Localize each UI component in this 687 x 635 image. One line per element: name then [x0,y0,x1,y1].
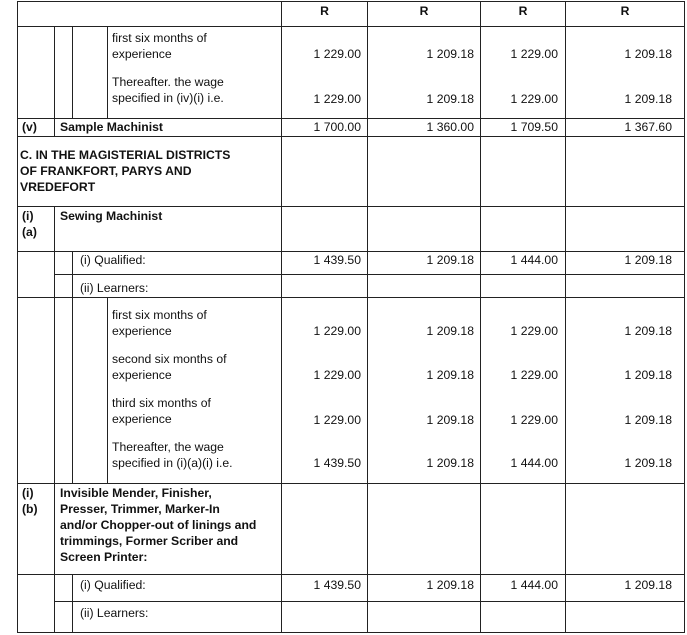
row-label: specified in (iv)(i) i.e. [112,91,224,105]
row-label: trimmings, Former Scriber and [60,534,239,548]
amount-cell: 1 209.18 [624,578,672,592]
rule [17,297,685,298]
amount-cell: 1 439.50 [313,456,361,470]
amount-cell: 1 439.50 [313,578,361,592]
amount-cell: 1 209.18 [426,253,474,267]
amount-cell: 1 209.18 [426,47,474,61]
row-label: experience [112,47,172,61]
rule [72,574,73,633]
rule [17,1,18,633]
amount-cell: 1 229.00 [313,324,361,338]
amount-cell: 1 444.00 [510,456,558,470]
amount-cell: 1 209.18 [426,456,474,470]
rule [684,1,685,633]
amount-cell: 1 444.00 [510,578,558,592]
section-heading: OF FRANKFORT, PARYS AND [20,164,192,178]
row-label: (ii) Learners: [80,606,149,620]
row-label: (i) Qualified: [80,578,146,592]
rule [54,274,685,275]
amount-cell: 1 709.50 [510,120,558,134]
amount-cell: 1 367.60 [624,120,672,134]
rule [54,26,55,136]
row-label: first six months of [112,308,207,322]
row-code: (b) [22,502,38,516]
rule [17,483,685,484]
row-label: third six months of [112,396,211,410]
rule [17,632,685,633]
amount-cell: 1 444.00 [510,253,558,267]
column-currency: R [620,4,630,18]
amount-cell: 1 229.00 [313,47,361,61]
column-currency: R [518,4,528,18]
row-label: Thereafter. the wage [112,75,224,89]
row-code: (i) [22,209,34,223]
amount-cell: 1 209.18 [624,413,672,427]
amount-cell: 1 209.18 [426,92,474,106]
row-code: (i) [22,486,34,500]
amount-cell: 1 229.00 [313,368,361,382]
rule [54,601,685,602]
row-label: experience [112,368,172,382]
rule [54,206,55,633]
amount-cell: 1 229.00 [313,413,361,427]
rule [17,1,685,2]
rule [17,206,685,207]
amount-cell: 1 229.00 [510,92,558,106]
row-label: Screen Printer: [60,550,148,564]
section-heading: VREDEFORT [20,180,96,194]
amount-cell: 1 229.00 [510,47,558,61]
row-label: Sewing Machinist [60,209,163,223]
rule [72,251,73,483]
amount-cell: 1 700.00 [313,120,361,134]
amount-cell: 1 209.18 [426,368,474,382]
amount-cell: 1 209.18 [426,324,474,338]
rule [107,297,108,483]
row-label: Thereafter, the wage [112,440,224,454]
amount-cell: 1 209.18 [624,253,672,267]
row-label: specified in (i)(a)(i) i.e. [112,456,233,470]
rule [72,26,73,118]
rule [17,574,685,575]
amount-cell: 1 209.18 [426,578,474,592]
row-code: (a) [22,225,37,239]
amount-cell: 1 209.18 [426,413,474,427]
amount-cell: 1 209.18 [624,324,672,338]
row-label: (i) Qualified: [80,253,146,267]
amount-cell: 1 209.18 [624,92,672,106]
row-label: experience [112,412,172,426]
amount-cell: 1 229.00 [510,368,558,382]
rule [17,136,685,137]
amount-cell: 1 229.00 [510,324,558,338]
row-label: Presser, Trimmer, Marker-In [60,502,220,516]
rule [107,26,108,118]
column-currency: R [419,4,429,18]
amount-cell: 1 439.50 [313,253,361,267]
row-label: Sample Machinist [60,120,163,134]
amount-cell: 1 229.00 [313,92,361,106]
row-code: (v) [22,120,37,134]
row-label: (ii) Learners: [80,281,149,295]
amount-cell: 1 209.18 [624,47,672,61]
amount-cell: 1 209.18 [624,368,672,382]
row-label: experience [112,324,172,338]
row-label: Invisible Mender, Finisher, [60,486,212,500]
amount-cell: 1 229.00 [510,413,558,427]
row-label: second six months of [112,352,227,366]
section-heading: C. IN THE MAGISTERIAL DISTRICTS [20,148,231,162]
column-currency: R [320,4,329,18]
rule [17,26,685,27]
amount-cell: 1 209.18 [624,456,672,470]
row-label: and/or Chopper-out of linings and [60,518,257,532]
row-label: first six months of [112,31,207,45]
amount-cell: 1 360.00 [426,120,474,134]
